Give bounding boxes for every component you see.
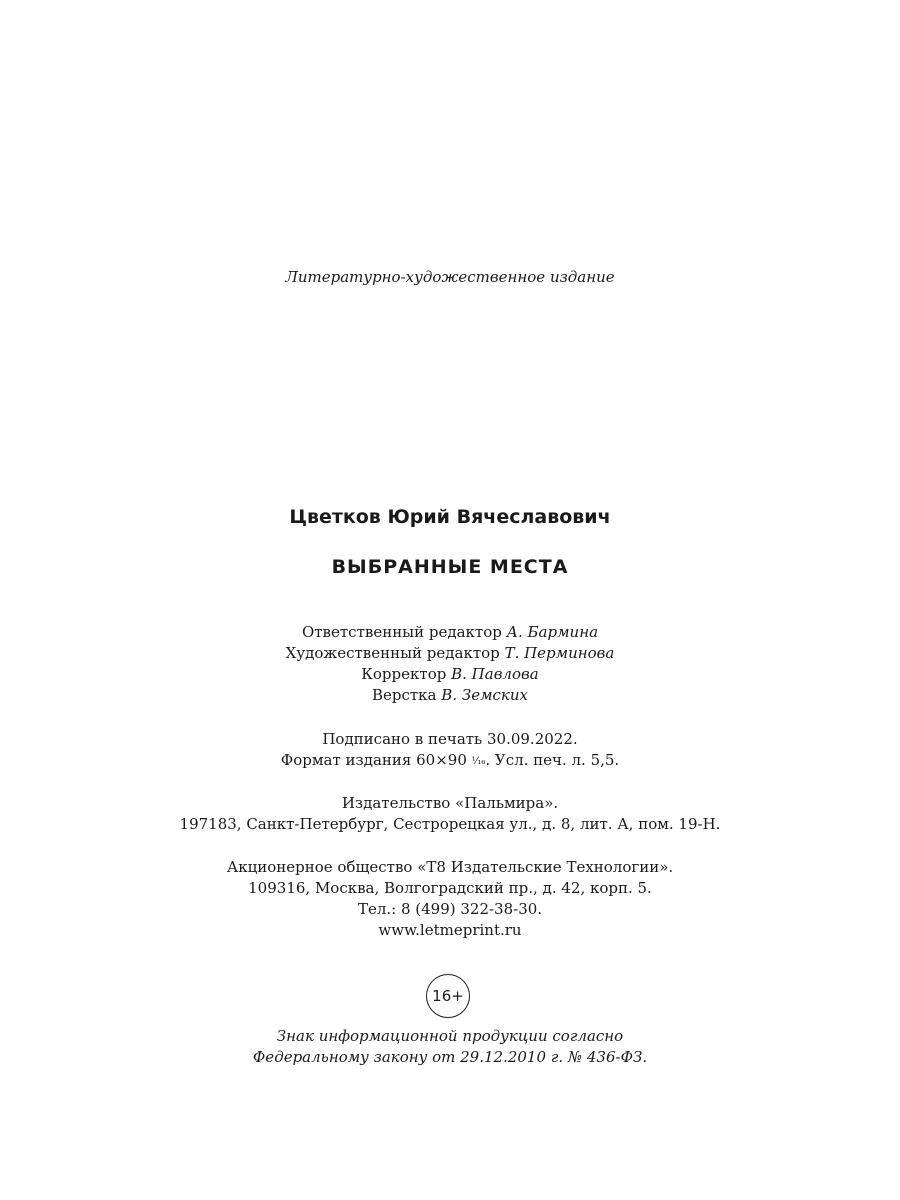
age-rating-badge [426,974,470,1018]
credit-name: А. Бармина [506,623,599,641]
publisher-name: Издательство «Пальмира». [341,794,559,812]
credit-name: В. Павлова [451,665,539,683]
legal-notice-line-1: Знак информационной продукции согласно [276,1027,624,1045]
edition-type: Литературно-художественное издание [285,268,615,286]
printer-website: www.letmeprint.ru [378,921,522,939]
printer-name: Акционерное общество «Т8 Издательские Технологии». [226,858,674,876]
legal-notice-line-2: Федеральному закону от 29.12.2010 г. № 436-ФЗ. [252,1048,648,1066]
credit-line-art-editor [0,643,900,663]
format-prefix: Формат издания 60×90 [280,751,472,769]
credit-role: Художественный редактор [285,644,500,662]
credit-role: Ответственный редактор [301,623,502,641]
format-suffix: . Усл. печ. л. 5,5. [485,751,620,769]
credit-role: Верстка [371,686,437,704]
author-name: Цветков Юрий Вячеславович [289,506,611,528]
credit-role: Корректор [361,665,447,683]
age-rating-label: 16+ [432,987,464,1005]
credit-line-corrector [0,664,900,684]
format-fraction: ¹⁄₁₆ [471,756,486,767]
publisher-address: 197183, Санкт-Петербург, Сестрорецкая ул., д. 8, лит. А, пом. 19-Н. [179,815,721,833]
book-title: ВЫБРАННЫЕ МЕСТА [331,556,569,578]
credit-name: Т. Перминова [504,644,615,662]
printer-phone: Тел.: 8 (499) 322-38-30. [357,900,543,918]
credit-line-layout [0,685,900,705]
print-format [0,750,900,772]
credit-name: В. Земских [441,686,528,704]
printer-address: 109316, Москва, Волгоградский пр., д. 42, корп. 5. [248,879,652,897]
credit-line-editor [0,622,900,642]
print-signed-date: Подписано в печать 30.09.2022. [322,730,578,748]
